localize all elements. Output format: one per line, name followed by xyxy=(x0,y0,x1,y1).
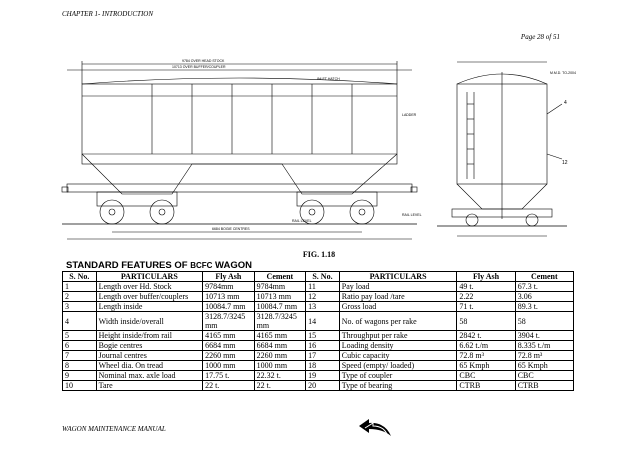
cell-cement-2: CTRB xyxy=(515,381,573,391)
cell-fly-ash: 22 t. xyxy=(203,381,255,391)
cell-particulars-2: Loading density xyxy=(339,341,457,351)
cell-sno-2: 13 xyxy=(306,302,340,312)
label-part-12: 12 xyxy=(562,160,568,166)
cell-fly-ash-2: 72.8 m³ xyxy=(457,351,515,361)
cell-fly-ash: 4165 mm xyxy=(203,331,255,341)
cell-particulars-2: Throughput per rake xyxy=(339,331,457,341)
label-rail-level-side: RAIL LEVEL xyxy=(292,219,312,223)
wagon-drawing xyxy=(62,44,576,244)
cell-particulars-2: Cubic capacity xyxy=(339,351,457,361)
cell-fly-ash: 6684 mm xyxy=(203,341,255,351)
cell-sno-2: 16 xyxy=(306,341,340,351)
figure-caption: FIG. 1.18 xyxy=(302,250,336,259)
cell-particulars-2: Ratio pay load /tare xyxy=(339,292,457,302)
label-part-4: 4 xyxy=(564,100,567,106)
cell-sno: 10 xyxy=(63,381,97,391)
label-msd: M.M.D. TO-2004 xyxy=(550,71,576,75)
header-sno: S. No. xyxy=(63,272,97,282)
header-sno-2: S. No. xyxy=(306,272,340,282)
table-row xyxy=(63,312,574,331)
manual-footer: WAGON MAINTENANCE MANUAL xyxy=(62,425,166,433)
cell-sno-2: 15 xyxy=(306,331,340,341)
label-length-hd: 9784 OVER HEAD STOCK xyxy=(182,59,225,63)
cell-cement-2: 3904 t. xyxy=(515,331,573,341)
cell-sno: 6 xyxy=(63,341,97,351)
cell-particulars: Length over Hd. Stock xyxy=(96,282,202,292)
cell-cement-2: 3.06 xyxy=(515,292,573,302)
label-inlet-hatch: INLET HATCH xyxy=(317,77,340,81)
cell-fly-ash-2: 2842 t. xyxy=(457,331,515,341)
section-title-part2: WAGON xyxy=(212,260,253,271)
cell-fly-ash-2: 2.22 xyxy=(457,292,515,302)
cell-fly-ash: 10713 mm xyxy=(203,292,255,302)
cell-sno: 5 xyxy=(63,331,97,341)
cell-fly-ash: 17.75 t. xyxy=(203,371,255,381)
cell-particulars-2: Type of coupler xyxy=(339,371,457,381)
cell-sno: 2 xyxy=(63,292,97,302)
cell-particulars-2: Speed (empty/ loaded) xyxy=(339,361,457,371)
back-arrow-icon[interactable] xyxy=(357,418,393,440)
section-title xyxy=(66,260,252,271)
cell-fly-ash: 1000 mm xyxy=(203,361,255,371)
section-title-part1: STANDARD FEATURES OF xyxy=(66,260,191,271)
cell-fly-ash-2: 6.62 t./m xyxy=(457,341,515,351)
table-row xyxy=(63,381,574,391)
label-length-buffer: 10713 OVER BUFFER/COUPLER xyxy=(172,65,226,69)
cell-particulars: Journal centres xyxy=(96,351,202,361)
cell-sno-2: 19 xyxy=(306,371,340,381)
cell-particulars-2: Gross load xyxy=(339,302,457,312)
header-cement-2: Cement xyxy=(515,272,573,282)
cell-particulars-2: Pay load xyxy=(339,282,457,292)
table-row xyxy=(63,331,574,341)
table-row xyxy=(63,351,574,361)
cell-cement-2: 72.8 m³ xyxy=(515,351,573,361)
cell-fly-ash: 3128.7/3245 mm xyxy=(203,312,255,331)
cell-fly-ash: 9784mm xyxy=(203,282,255,292)
page-number: Page 28 of 51 xyxy=(520,33,560,41)
cell-sno-2: 20 xyxy=(306,381,340,391)
label-rail-level-end: RAIL LEVEL xyxy=(402,213,422,217)
table-row xyxy=(63,341,574,351)
cell-fly-ash-2: 49 t. xyxy=(457,282,515,292)
cell-fly-ash: 2260 mm xyxy=(203,351,255,361)
header-particulars-2: PARTICULARS xyxy=(339,272,457,282)
cell-particulars: Wheel dia. On tread xyxy=(96,361,202,371)
cell-particulars: Length inside xyxy=(96,302,202,312)
cell-sno: 9 xyxy=(63,371,97,381)
cell-cement-2: 65 Kmph xyxy=(515,361,573,371)
cell-cement-2: 67.3 t. xyxy=(515,282,573,292)
cell-particulars-2: Type of bearing xyxy=(339,381,457,391)
cell-sno: 3 xyxy=(63,302,97,312)
cell-cement-2: CBC xyxy=(515,371,573,381)
cell-cement-2: 58 xyxy=(515,312,573,331)
cell-particulars: Height inside/from rail xyxy=(96,331,202,341)
cell-sno: 4 xyxy=(63,312,97,331)
cell-cement: 22.32 t. xyxy=(254,371,306,381)
cell-fly-ash-2: 65 Kmph xyxy=(457,361,515,371)
cell-cement: 2260 mm xyxy=(254,351,306,361)
cell-fly-ash: 10084.7 mm xyxy=(203,302,255,312)
cell-particulars: Width inside/overall xyxy=(96,312,202,331)
cell-fly-ash-2: 58 xyxy=(457,312,515,331)
section-title-abbr: BCFC xyxy=(190,261,213,270)
table-header-row xyxy=(63,272,574,282)
cell-particulars: Nominal max. axle load xyxy=(96,371,202,381)
cell-fly-ash-2: 71 t. xyxy=(457,302,515,312)
table-row xyxy=(63,361,574,371)
header-fly-ash-2: Fly Ash xyxy=(457,272,515,282)
cell-particulars: Tare xyxy=(96,381,202,391)
cell-sno-2: 11 xyxy=(306,282,340,292)
cell-fly-ash-2: CTRB xyxy=(457,381,515,391)
cell-sno: 1 xyxy=(63,282,97,292)
cell-cement: 9784mm xyxy=(254,282,306,292)
cell-sno-2: 14 xyxy=(306,312,340,331)
header-particulars: PARTICULARS xyxy=(96,272,202,282)
header-fly-ash: Fly Ash xyxy=(203,272,255,282)
cell-cement: 1000 mm xyxy=(254,361,306,371)
table-row xyxy=(63,302,574,312)
cell-cement: 6684 mm xyxy=(254,341,306,351)
cell-sno-2: 17 xyxy=(306,351,340,361)
cell-cement: 3128.7/3245 mm xyxy=(254,312,306,331)
header-cement: Cement xyxy=(254,272,306,282)
table-row xyxy=(63,292,574,302)
cell-cement: 10713 mm xyxy=(254,292,306,302)
cell-sno: 7 xyxy=(63,351,97,361)
label-ladder: LADDER xyxy=(402,113,417,117)
table-row xyxy=(63,282,574,292)
chapter-header: CHAPTER 1- INTRODUCTION xyxy=(62,10,154,18)
cell-sno-2: 18 xyxy=(306,361,340,371)
cell-particulars-2: No. of wagons per rake xyxy=(339,312,457,331)
cell-particulars: Length over buffer/couplers xyxy=(96,292,202,302)
cell-cement-2: 8.335 t./m xyxy=(515,341,573,351)
cell-cement: 22 t. xyxy=(254,381,306,391)
features-table xyxy=(62,271,574,391)
cell-cement: 10084.7 mm xyxy=(254,302,306,312)
cell-sno-2: 12 xyxy=(306,292,340,302)
cell-cement: 4165 mm xyxy=(254,331,306,341)
table-row xyxy=(63,371,574,381)
cell-particulars: Bogie centres xyxy=(96,341,202,351)
cell-fly-ash-2: CBC xyxy=(457,371,515,381)
cell-cement-2: 89.3 t. xyxy=(515,302,573,312)
label-bogie-centres: 6684 BOGIE CENTRES xyxy=(212,227,250,231)
cell-sno: 8 xyxy=(63,361,97,371)
